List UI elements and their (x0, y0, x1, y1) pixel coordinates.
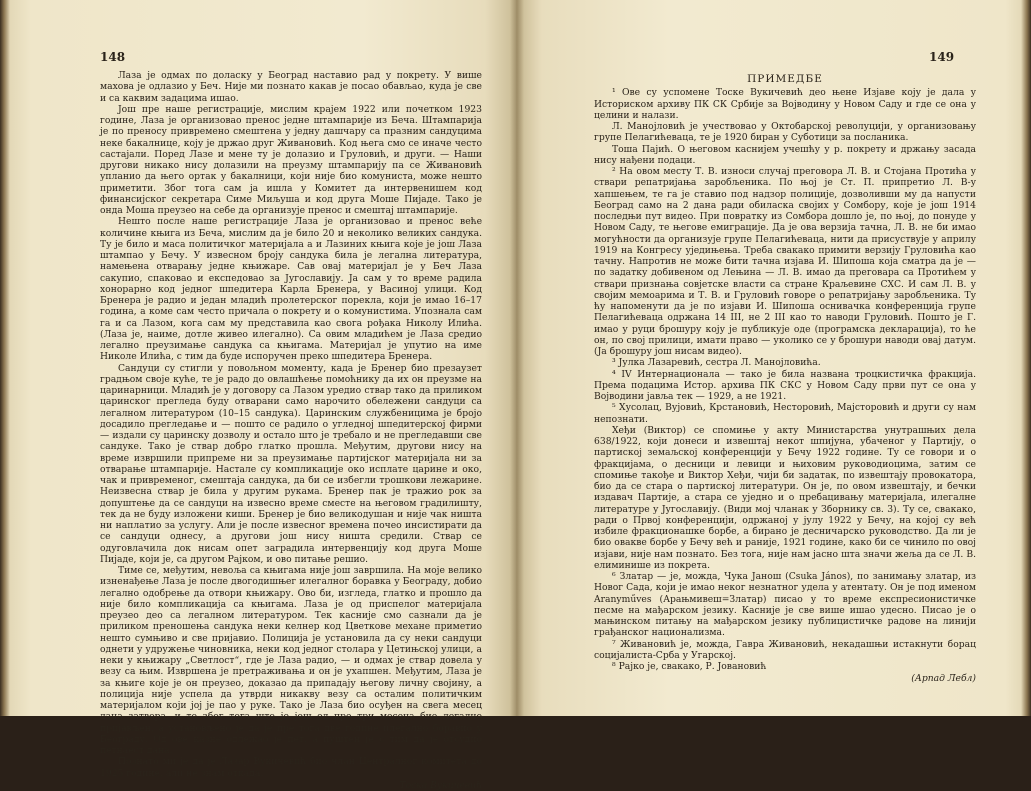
right-signature: (Арпад Лебл) (911, 673, 976, 685)
note-1-pajic: Тоша Пајић. О његовом каснијем учешћу у р. покрету и држању засада нису нађени подаци. (594, 143, 976, 166)
page-number-left: 148 (100, 50, 126, 64)
note-1-manojlovic: Л. Манојловић је учествовао у Октобарској револуцији, у организовању групе Пелагићеваца, те је 1920 биран у Суботици за посланика. (594, 121, 976, 144)
book-edge-left (0, 0, 10, 716)
right-page (516, 0, 1031, 716)
notes-title: ПРИМЕДБЕ (747, 73, 823, 85)
book-gutter (510, 0, 524, 716)
left-paragraph-4: Сандуци су стигли у повољном моменту, када је Бренер био презаузет градњом своје куће, те је радо до овлашћење помоћнику да их он преузме на царинарници. Младић је у договору са Лазом уредио ствар тако да приликом царинског прегледа буду отварани само нарочито обележени сандуци са легалном литературом (10–15 сандука). Царинским службеницима је бројо досадило прегледање и — пошто се радило о угледној шпедитерској фирми — издали су царинску дозволу и остало што је требало и не прегледавши све сандуке. Тако је ствар добро глатко прошла. Међутим, другови нису на време извршили припреме ни за преузимање партијског материјала ни за отварање штампарије. Настале су компликације око исплате царине и око, чак и привременог, смештаја сандука, да би се избегли трошкови лежарине. Неизвесна ствар је била у другим рукама. Бренер пак је тражио рок за допуштење да се сандуци на извесно време сместе на његовом градилишту, тек да не буду изложени киши. Бренер је био великодушан и није чак ништа ни наплатио за услугу. Али је после извесног времена почео инсистирати да се сандуци однесу, а другови још нису ништа средили. Ствар се одуговлачила док нисам опет заградила интервенцију код друга Моше Пијаде, који је, са другом Рајком, и ово питање решио. (100, 362, 482, 565)
note-3: ³ Јулка Лазаревић, сестра Л. Манојловића. (612, 357, 821, 369)
note-4: ⁴ IV Интернационала — тако је била названа троцкистичка фракција. Према подацима Истор. архива ПК СКС у Новом Саду први пут се она у Војводини јавља тек — 1929, а не 1921. (594, 368, 976, 402)
left-paragraph-3: Нешто после наше регистрације Лаза је организовао и пренос веће количине књига из Беча, мислим да је било 20 и неколико великих сандука. Ту је било и маса политичког материјала а и Лазиних књига које је још Лаза штампао у Бечу. У извесном броју сандука била је легална литература, намењена отварању једне књижаре. Сав овај материјал је у Беч Лаза сакупио, спаковао и експедовао за Југославију. Ја сам у то време радила хонорарно код једног шпедитера Карла Бренера, у Васиној улици. Код Бренера је радио и један младић пролетерског порекла, који је имао 16–17 година, а коме сам често причала о покрету и о комунистима. Упознала сам га и са Лазом, кога сам му представила као свога рођака Николу Илића. (Лаза је, наиме, дотле живео илегално). Са овим младићем је Лаза средио легално преузимање сандука са књигама. Материјал је упутио на име Николе Илића, с тим да буде испоручен преко шпедитера Бренера. (100, 216, 482, 363)
note-5-hedji: Хеђи (Виктор) се спомиње у акту Министарства унутрашњих дела 638/1922, који донеси и извештај некот шпијуна, убаченог у Партију, о партиској земаљској конференцији у Бечу 1922 године. Ту се говори и о фракцијама, о десници и левици и њиховим руководиоцима, затим се спомиње такође и Виктор Хеђи, чији би задатак, по извештају провокатора, био да се стара о партиској литератури. Он је, по овом извештају, и бечки издавач Партије, а стара се уједно и о пребацивању материјала, илегалне литературе у Југославију. (Види мој чланак у Зборнику св. 3). Ту се, свакако, ради о Првој конференцији, одржаној у јулу 1922 у Бечу, на којој су већ избиле фракционашке борбе, а бирано је десничарско руководство. Да ли је био овакве борбе у Бечу већ и раније, 1921 године, како би се чинило по овој изјави, није нам познато. Без тога, није нам јасно шта значи жеља да се Л. В. елиминише из покрета. (594, 424, 976, 571)
note-8: ⁸ Рајко је, свакако, Р. Јовановић (612, 661, 767, 672)
right-page-text (594, 74, 976, 685)
note-6: ⁶ Златар — је, можда, Чука Јанош (Csuka János), по занимању златар, из Новог Сада, који је имао неког незнатног удела у атентату. Он је под именом Aranyműves (Арањмивеш=Златар) писао у то време експресионистичке песме на мађарском језику. Касније је све више ишао удесно. Писао је о мањинском питању на мађарском језику публицистичке радове на линији грађанског национализма. (594, 571, 976, 639)
left-paragraph-6: Познато ми је да је Лазар Вукичевић био члан Централног комитета до 1925 године, али не знам откада. (100, 756, 482, 779)
note-2: ² На овом месту Т. В. износи случај преговора Л. В. и Стојана Протића у ствари репатријања заробљеника. По њој је Ст. П. припретио Л. В-у хапшењем, те га је ставио под надзор полиције, дозволивши му да напусти Београд само на 2 дана ради обиласка својих у Сомбору, које је још 1914 последњи пут видео. При повратку из Сомбора дошло је, по њој, до понуде у Новом Саду, те његове емиграције. Да је ова верзија тачна, Л. В. не би имао могућности да организује групе Пелагићеваца, нити да присуствује у априлу 1919 на Конгресу уједињења. Треба свакако примити верзију Груловића као тачну. Напротив не може бити тачна изјава И. Шипоша која сматра да је — по задатку добивеном од Лењина — Л. В. имао да преговара са Протићем у ствари признања совјетске власти са стране Краљевине СХС. И сам Л. В. у својим мемоарима и Т. В. и Груловић говоре о репатријању заробљеника. Ту ћу напоменути да је по изјави И. Шипоша оснивачка конференција групе Пелагићеваца одржана 14 III, не 2 III као то наводи Груловић. Пошто је Г. имао у руци брошуру коју је публикује оде (програмска декларација), то ће он, по свој прилици, имати право — уколико се у брошури наводи овај датум. (Ја брошуру још нисам видео). (594, 166, 976, 357)
left-page-text (100, 70, 482, 791)
page-number-right: 149 (929, 50, 955, 64)
left-signature: Тоска Вукичевић (399, 779, 482, 791)
note-5: ⁵ Хусолац, Вујовић, Крстановић, Несторовић, Мајсторовић и други су нам непознати. (594, 402, 976, 425)
note-7: ⁷ Живановић је, можда, Гавра Живановић, некадашњи истакнути борац социјалиста-Срба у Угарској. (594, 638, 976, 661)
left-paragraph-1: Лаза је одмах по доласку у Београд наставио рад у покрету. У више махова је одлазио у Беч. Није ми познато какав је посао обављао, куда је све и са каквим задацима ишао. (100, 70, 482, 104)
book-edge-right (1021, 0, 1031, 716)
note-1: ¹ Ове су успомене Тоске Вукичевић део њене Изјаве коју је дала у Историском архиву ПК СК Србије за Војводину у Новом Саду и где се она у целини и налази. (594, 87, 976, 121)
left-paragraph-5: Тиме се, међутим, невоља са књигама није још завршила. На моје велико изненађење Лаза је после двогодишњег илегалног боравка у Београду, добио легално одобрење да отвори књижару. Ово би, изгледа, глатко и прошло да није било компликација са књигама. Лаза је од приспелог материјала преузео део са легалном литературом. Тек касније смо сазнали да је приликом преношења сандука неки келнер код Цветкове механе приметио нешто сумњиво и све пријавио. Полиција је установила да су неки сандуци однети у удружење чиновника, неки код једног столара у Цетињској улици, а неки у књижару „Светлост“, где је Лаза радио, — и одмах је ствар довела у везу са њим. Извршена је претраживања и он је ухапшен. Међутим, Лаза је за књиге које је он преузео, доказао да припадају његову личну својину, а полиција није успела да утврди никакву везу са осталим политичким материјалом који јој је пао у руке. Тако је Лаза био осуђен на свега месец дана затвора, и то због тога што је још од пре три месеца био легално пријављен, а установљено је да је пре тога две године илегално боравио у Београду. Од ове казне одлежао је пет, а пуштен је с тим да је отсудио петнаест дана. (100, 565, 482, 756)
left-paragraph-2: Још пре наше регистрације, мислим крајем 1922 или почетком 1923 године, Лаза је организовао пренос једне штампарије из Беча. Штампарија је по преносу привремено смештена у једну дашчару са празним сандуцима неке бакалнице, коју је држао друг Живановић. Код њега смо се иначе често састајали. Поред Лазе и мене ту је долазио и Груловић, и други. — Наши другови никако нису долазили на преузму штампарију па се Живановић упланио да њего ортак у бакалници, који није био комуниста, може нешто приметити. Због тога сам ја ишла у Комитет да интервенишем код финансијског секретара Симе Миљуша и код друга Моше Пијаде. Тако је онда Моша преузео на себе да организује пренос и смештај штампарије. (100, 103, 482, 216)
